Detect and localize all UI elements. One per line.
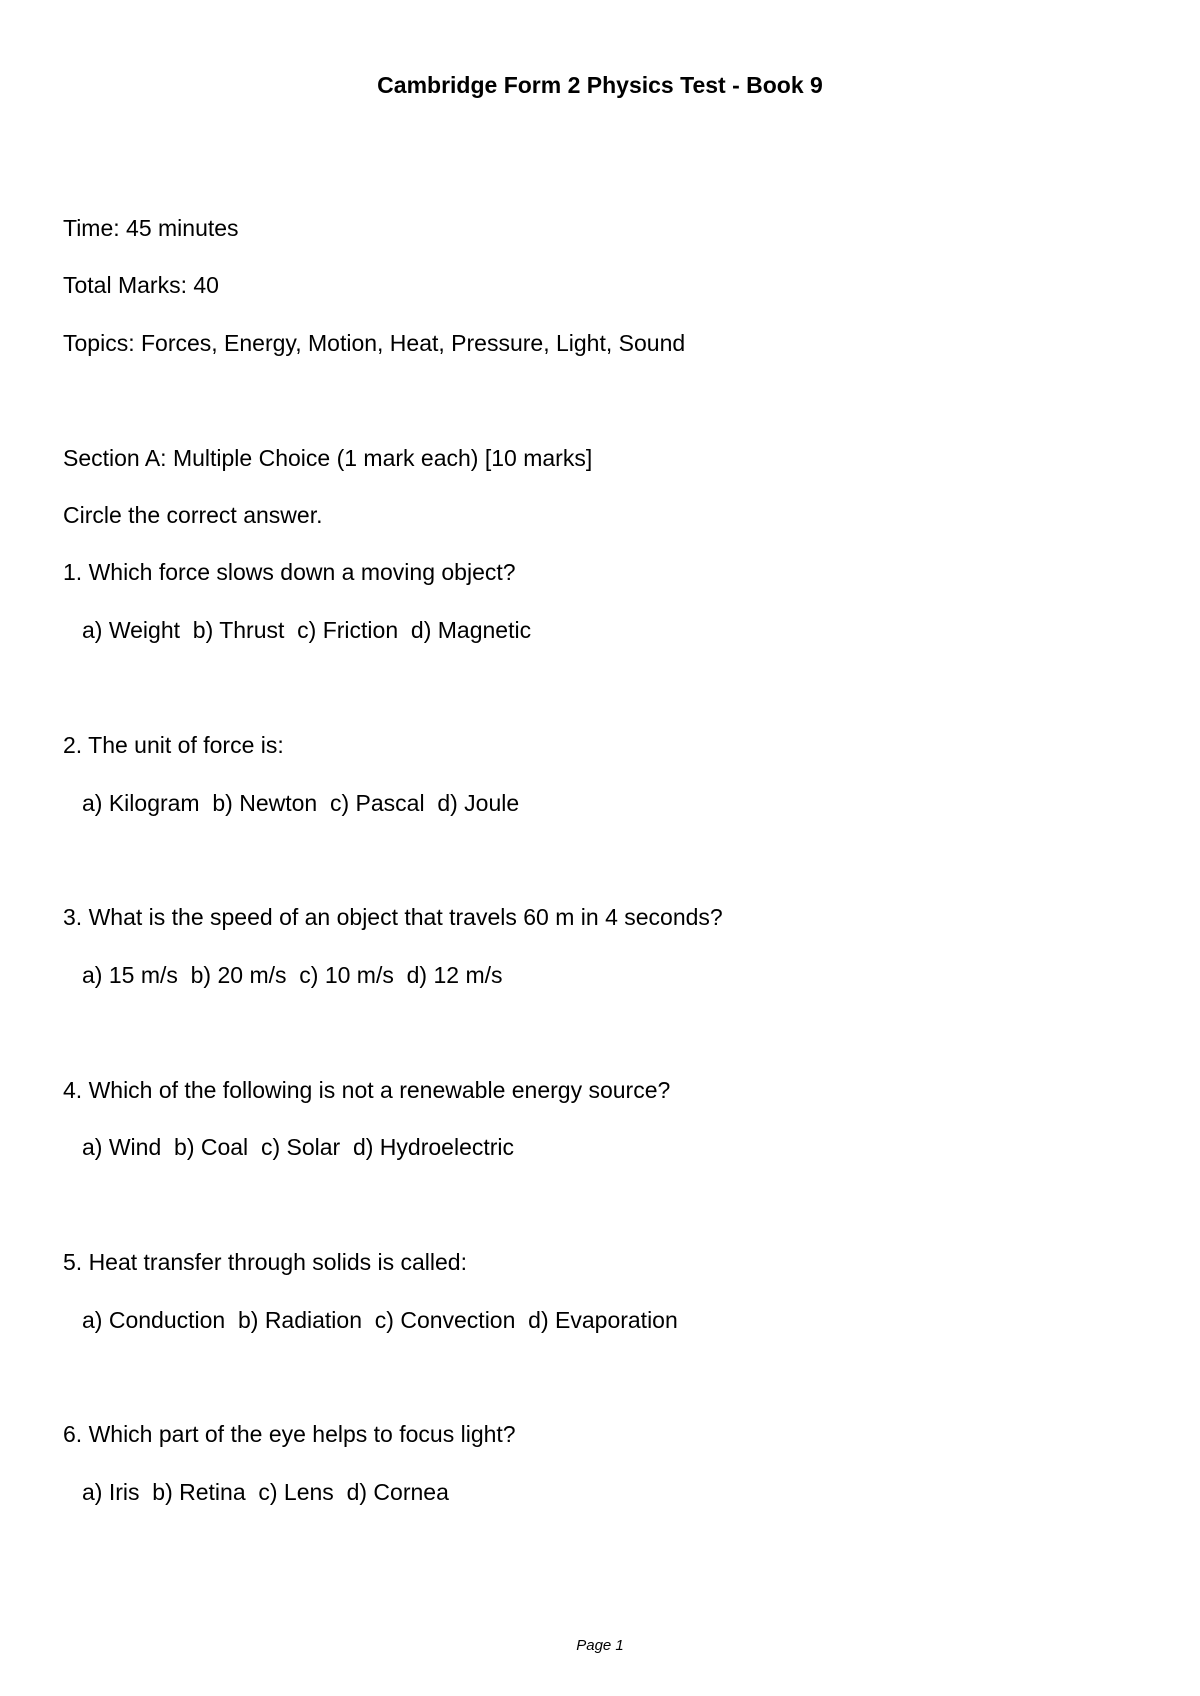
question-6-options: a) Iris b) Retina c) Lens d) Cornea xyxy=(82,1479,449,1505)
page-number: Page 1 xyxy=(576,1637,624,1654)
question-4-options: a) Wind b) Coal c) Solar d) Hydroelectric xyxy=(82,1134,515,1160)
time-info: Time: 45 minutes xyxy=(63,215,239,241)
question-1-options: a) Weight b) Thrust c) Friction d) Magnetic xyxy=(82,617,532,643)
section-a-instruction: Circle the correct answer. xyxy=(63,502,323,528)
question-3-options: a) 15 m/s b) 20 m/s c) 10 m/s d) 12 m/s xyxy=(82,962,503,988)
total-marks-info: Total Marks: 40 xyxy=(63,272,219,298)
topics-info: Topics: Forces, Energy, Motion, Heat, Pressure, Light, Sound xyxy=(63,330,686,356)
question-5-options: a) Conduction b) Radiation c) Convection d) Evaporation xyxy=(82,1307,678,1333)
question-6: 6. Which part of the eye helps to focus light? xyxy=(63,1421,516,1447)
question-4: 4. Which of the following is not a renewable energy source? xyxy=(63,1077,671,1103)
question-3: 3. What is the speed of an object that travels 60 m in 4 seconds? xyxy=(63,904,723,930)
question-1: 1. Which force slows down a moving object? xyxy=(63,559,516,585)
section-a-heading: Section A: Multiple Choice (1 mark each) [10 marks] xyxy=(63,445,593,471)
question-2: 2. The unit of force is: xyxy=(63,732,284,758)
page-title: Cambridge Form 2 Physics Test - Book 9 xyxy=(377,72,823,98)
question-5: 5. Heat transfer through solids is called: xyxy=(63,1249,467,1275)
question-2-options: a) Kilogram b) Newton c) Pascal d) Joule xyxy=(82,790,520,816)
